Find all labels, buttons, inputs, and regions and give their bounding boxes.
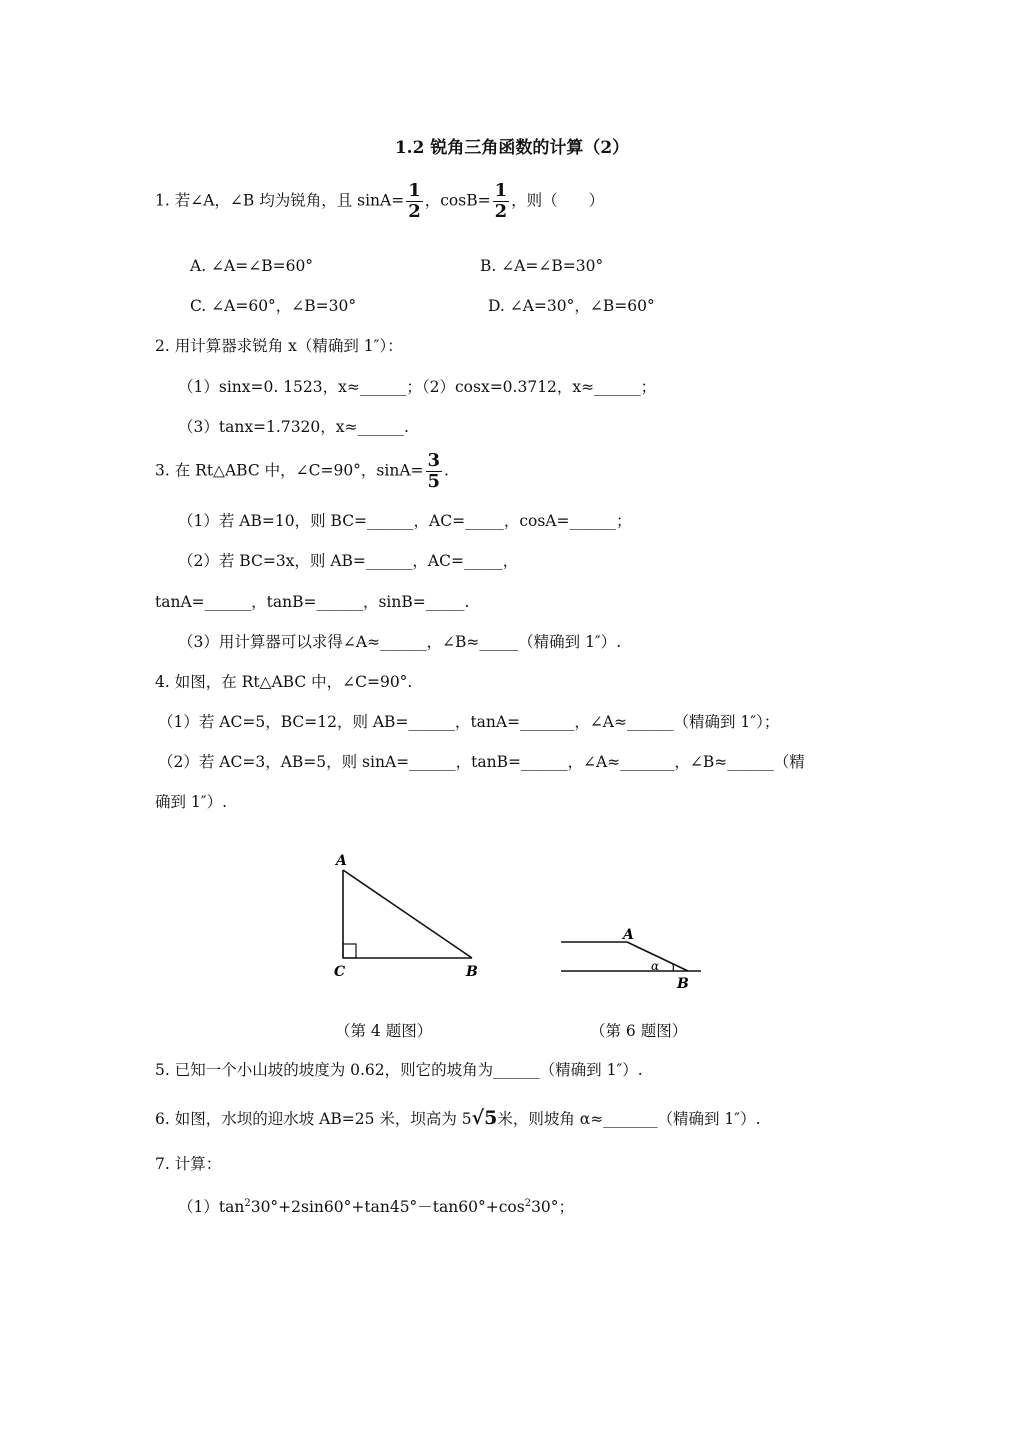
q5-text: 5. 已知一个小山坡的坡度为 0.62，则它的坡角为______（精确到 1″）. — [155, 1061, 643, 1079]
q7-part-a: （1）tan — [178, 1198, 245, 1217]
q1-stem-a: 1. 若∠A，∠B 均为锐角，且 sinA= — [155, 191, 405, 210]
point-label-b: B — [677, 976, 689, 992]
frac-den: 2 — [494, 201, 508, 222]
frac-den: 2 — [408, 201, 421, 222]
q3-stem — [155, 451, 449, 492]
q4-stem: 4. 如图，在 Rt△ABC 中，∠C=90°. — [155, 673, 413, 691]
q4-line-3: 确到 1″）. — [155, 793, 228, 811]
q1-frac-cosb — [493, 181, 510, 222]
figure-q6-dam-slope — [555, 920, 715, 1000]
q2-stem: 2. 用计算器求锐角 x（精确到 1″）： — [155, 337, 403, 355]
q7-sup-2: 2 — [524, 1198, 532, 1209]
q6-sqrt-5: √5 — [471, 1107, 498, 1129]
q1-stem — [155, 181, 604, 222]
q1-option-a: A. ∠A=∠B=60° — [190, 257, 314, 275]
q3-stem-b: . — [444, 461, 449, 480]
q6-text-b: 米，则坡角 α≈_______（精确到 1″）. — [497, 1110, 761, 1128]
q3-line-4: （3）用计算器可以求得∠A≈______，∠B≈_____（精确到 1″）. — [178, 633, 622, 651]
q1-option-b: B. ∠A=∠B=30° — [480, 257, 604, 275]
vertex-label-b: B — [466, 964, 478, 980]
q3-line-3: tanA=______，tanB=______，sinB=_____. — [155, 593, 470, 611]
q2-line-2: （3）tanx=1.7320，x≈______. — [178, 418, 409, 436]
q1-stem-c: ，则（ ） — [511, 191, 605, 210]
q3-stem-a: 3. 在 Rt△ABC 中，∠C=90°，sinA= — [155, 461, 424, 480]
point-label-a: A — [623, 927, 634, 943]
q4-line-1: （1）若 AC=5，BC=12，则 AB=______，tanA=_______，∠A≈______（精确到 1″）； — [158, 713, 780, 731]
vertex-label-a: A — [336, 853, 347, 869]
q1-stem-b: ，cosB= — [424, 191, 491, 210]
page-title: 1.2 锐角三角函数的计算（2） — [394, 138, 630, 158]
q1-option-d: D. ∠A=30°，∠B=60° — [488, 297, 655, 315]
q7-sup-1: 2 — [244, 1198, 251, 1209]
angle-label-alpha: α — [651, 959, 660, 973]
q2-line-1: （1）sinx=0. 1523，x≈______；（2）cosx=0.3712，x≈______； — [178, 378, 657, 396]
q3-line-2: （2）若 BC=3x，则 AB=______，AC=_____， — [178, 552, 519, 570]
frac-num: 1 — [408, 180, 421, 201]
q3-frac-sina — [426, 451, 443, 492]
side-ab — [343, 870, 472, 958]
q7-stem: 7. 计算： — [155, 1155, 222, 1173]
frac-num: 3 — [427, 450, 441, 471]
q3-line-1: （1）若 AB=10，则 BC=______，AC=_____，cosA=______； — [178, 512, 632, 530]
q7-part-c: 30°； — [531, 1198, 575, 1217]
frac-den: 5 — [427, 471, 441, 492]
q7-part-b: 30°+2sin60°+tan45°－tan60°+cos — [250, 1198, 525, 1217]
frac-num: 1 — [494, 180, 508, 201]
q7-line-1 — [178, 1193, 574, 1218]
caption-fig4: （第 4 题图） — [335, 1022, 433, 1040]
vertex-label-c: C — [334, 964, 346, 980]
caption-fig6: （第 6 题图） — [590, 1022, 688, 1040]
q4-line-2: （2）若 AC=3，AB=5，则 sinA=______，tanB=______，∠A≈_______，∠B≈______（精 — [158, 753, 805, 771]
q1-option-c: C. ∠A=60°，∠B=30° — [190, 297, 357, 315]
q6-text-a: 6. 如图，水坝的迎水坡 AB=25 米，坝高为 5 — [155, 1110, 472, 1128]
q6-text — [155, 1107, 761, 1130]
right-angle-mark — [343, 944, 356, 958]
figure-q4-right-triangle — [320, 845, 500, 985]
q1-frac-sina — [406, 181, 423, 222]
